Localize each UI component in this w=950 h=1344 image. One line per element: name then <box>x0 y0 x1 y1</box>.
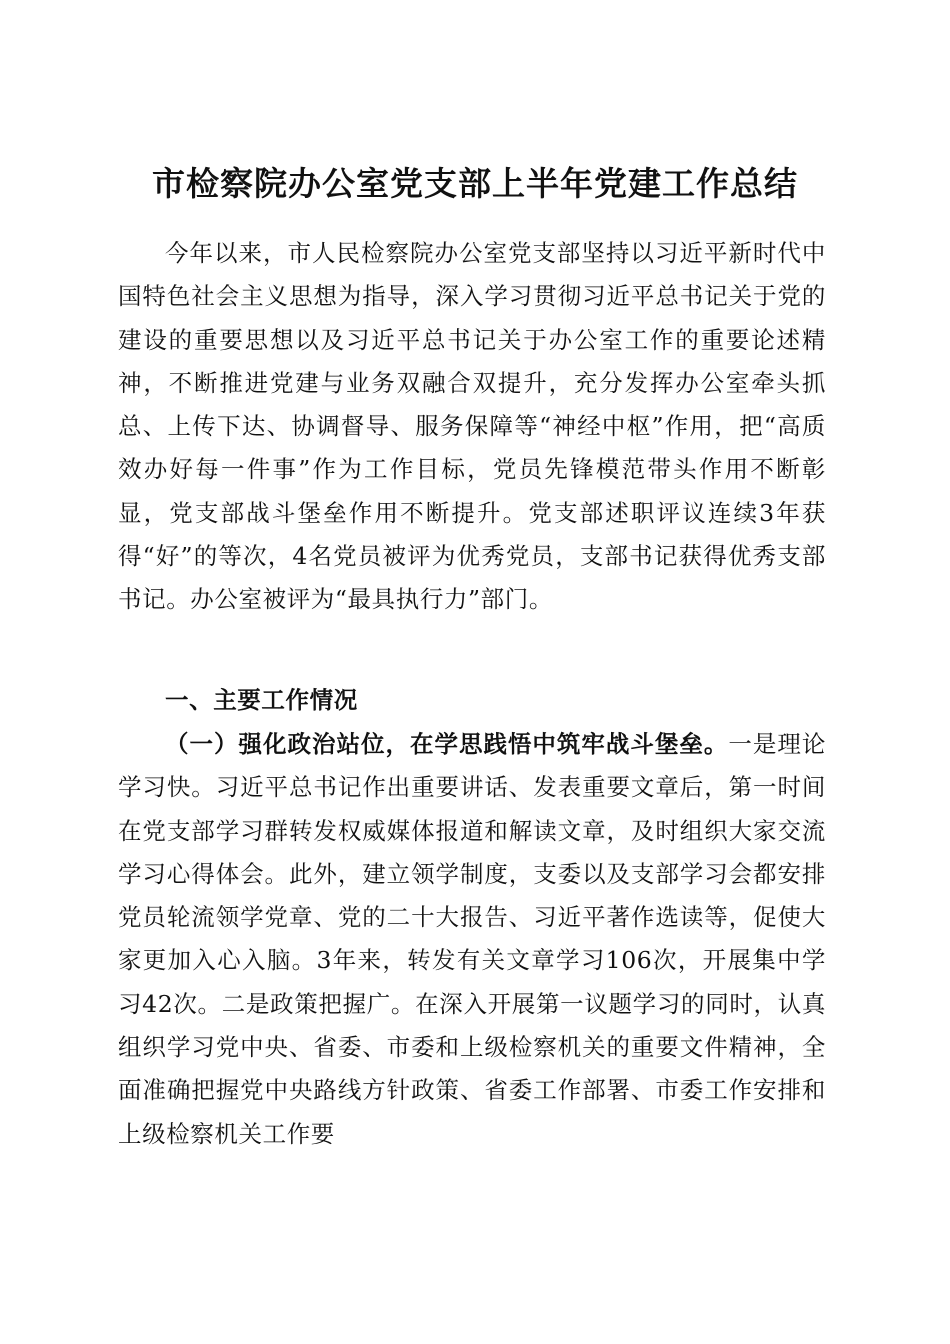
section-heading-main-work: 一、主要工作情况 <box>165 686 358 714</box>
subsection-heading: （一）强化政治站位，在学思践悟中筑牢战斗堡垒。 <box>165 730 729 758</box>
subsection-body-text: 一是理论学习快。习近平总书记作出重要讲话、发表重要文章后，第一时间在党支部学习群转发权威媒体报道和解读文章，及时组织大家交流学习心得体会。此外，建立领学制度，支委以及支部学习会都安排党员轮流领学党章、党的二十大报告、习近平著作选读等，促使大家更加入心入脑。3年来，转发有关文章学习106次，开展集中学习42次。二是政策把握广。在深入开展第一议题学习的同时，认真组织学习党中央、省委、市委和上级检察机关的重要文件精神，全面准确把握党中央路线方针政策、省委工作部署、市委工作安排和上级检察机关工作要 <box>118 730 826 1148</box>
intro-paragraph: 今年以来，市人民检察院办公室党支部坚持以习近平新时代中国特色社会主义思想为指导，深入学习贯彻习近平总书记关于党的建设的重要思想以及习近平总书记关于办公室工作的重要论述精神，不断推进党建与业务双融合双提升，充分发挥办公室牵头抓总、上传下达、协调督导、服务保障等“神经中枢”作用，把“高质效办好每一件事”作为工作目标，党员先锋模范带头作用不断彰显，党支部战斗堡垒作用不断提升。党支部述职评议连续3年获得“好”的等次，4名党员被评为优秀党员，支部书记获得优秀支部书记。办公室被评为“最具执行力”部门。 <box>118 239 826 614</box>
subsection-paragraph <box>118 723 826 1156</box>
document-title: 市检察院办公室党支部上半年党建工作总结 <box>152 164 798 204</box>
